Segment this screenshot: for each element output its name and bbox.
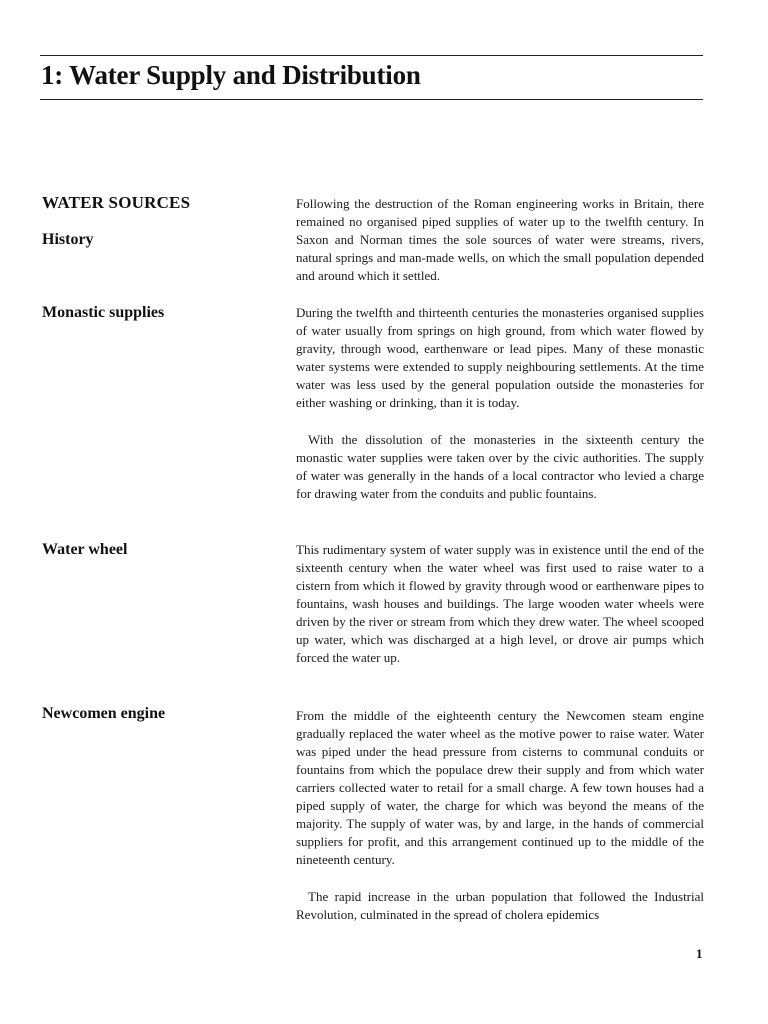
page-number: 1 <box>696 946 703 961</box>
subheading-water-wheel: Water wheel <box>42 541 128 558</box>
top-rule <box>40 55 703 56</box>
paragraph-monastic-2: With the dissolution of the monasteries in the sixteenth century the monastic water supplies were taken over by the civic authorities. The supply of water was generally in the hands of a local contractor who levied a charge for drawing water from the conduits and public fountains. <box>296 432 704 501</box>
paragraph-history: Following the destruction of the Roman engineering works in Britain, there remained no organised piped supplies of water up to the twelfth century. In Saxon and Norman times the sole sources of water were streams, rivers, natural springs and man-made wells, on which the small population depended and around which it settled. <box>296 196 704 283</box>
section-heading-water-sources: WATER SOURCES <box>42 193 191 212</box>
subheading-newcomen-engine: Newcomen engine <box>42 705 166 722</box>
paragraph-newcomen-1: From the middle of the eighteenth century the Newcomen steam engine gradually replaced the water wheel as the motive power to raise water. Water was piped under the head pressure from cisterns to communal conduits or fountains from which the populace drew their supply and from which water carriers collected water to retail for a small charge. A few town houses had a piped supply of water, the charge for which was beyond the means of the majority. The supply of water was, by and large, in the hands of commercial suppliers for profit, and this arrangement continued up to the middle of the nineteenth century. <box>296 708 704 867</box>
paragraph-newcomen-2: The rapid increase in the urban population that followed the Industrial Revolution, culminated in the spread of cholera epidemics <box>296 889 704 922</box>
title-underline-rule <box>40 99 703 100</box>
subheading-monastic-supplies: Monastic supplies <box>42 304 165 321</box>
paragraph-monastic-1: During the twelfth and thirteenth centuries the monasteries organised supplies of water usually from springs on high ground, from which water flowed by gravity, through wood, earthenware or lead pipes. Many of these monastic water systems were extended to supply neighbouring settlements. At the time water was less used by the general population outside the monasteries for either washing or drinking, than it is today. <box>296 305 704 410</box>
paragraph-water-wheel: This rudimentary system of water supply was in existence until the end of the sixteenth century when the water wheel was first used to raise water to a cistern from which it flowed by gravity through wood or earthenware pipes to fountains, wash houses and buildings. The large wooden water wheels were driven by the river or stream from which they drew water. The wheel scooped up water, which was discharged at a high level, or drove air pumps which forced the water up. <box>296 542 704 665</box>
subheading-history: History <box>42 231 94 248</box>
chapter-title: 1: Water Supply and Distribution <box>41 60 421 90</box>
